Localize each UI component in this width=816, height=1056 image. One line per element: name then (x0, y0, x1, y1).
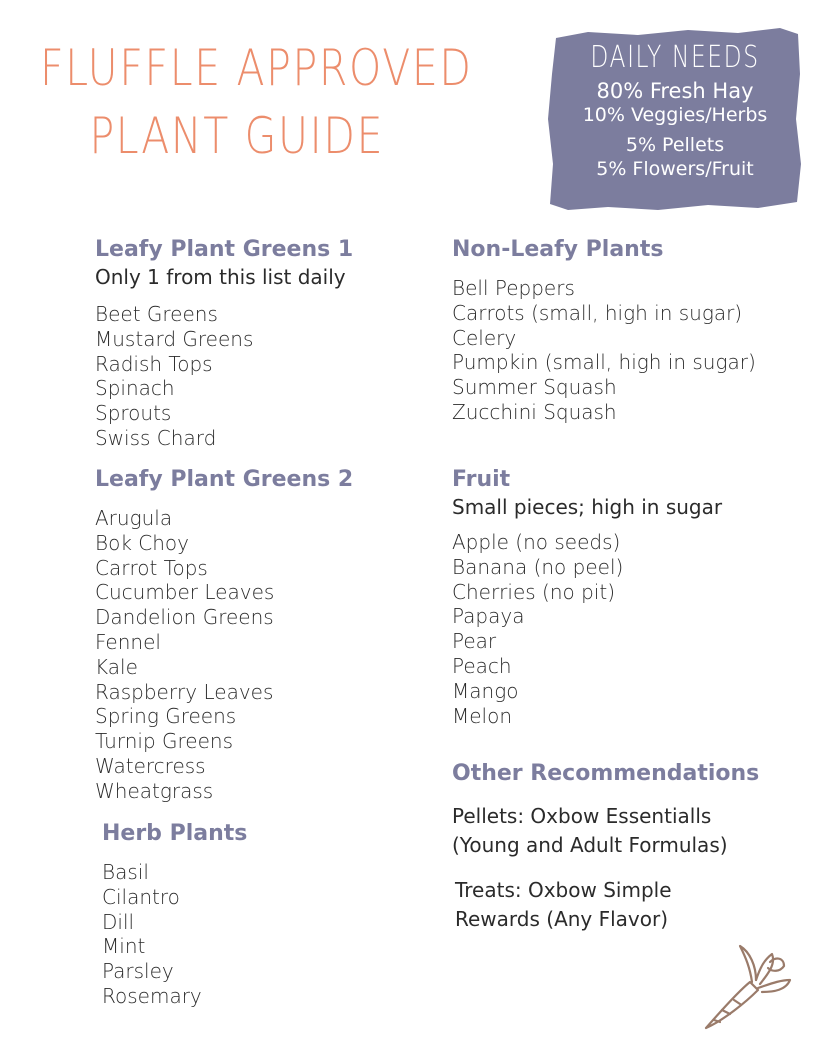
page-title-line-1: FLUFFLE APPROVED (40, 39, 473, 97)
list-item: Dill (102, 909, 135, 934)
list-item: Sprouts (95, 401, 172, 426)
list-item: Melon (452, 703, 513, 728)
carrot-icon (700, 938, 796, 1034)
list-item: Raspberry Leaves (95, 679, 274, 704)
list-item: Mustard Greens (95, 326, 254, 351)
daily-needs-hay: 80% Fresh Hay (596, 79, 754, 103)
list-item: Parsley (102, 959, 174, 984)
list-item: Cherries (no pit) (452, 579, 615, 604)
section-leafy-greens-2 (95, 466, 353, 804)
treats-line-2: Rewards (Any Flavor) (455, 907, 669, 931)
treats-line-1: Treats: Oxbow Simple (455, 878, 672, 902)
list-item: Carrot Tops (95, 555, 208, 580)
page-title-line-2: PLANT GUIDE (89, 107, 385, 165)
list-item: Turnip Greens (95, 729, 233, 754)
section-heading: Fruit (452, 467, 511, 492)
list-item: Basil (102, 860, 149, 884)
list-item: Summer Squash (452, 375, 617, 400)
list-item: Papaya (452, 604, 525, 629)
daily-needs-pellets: 5% Pellets (625, 134, 725, 156)
section-non-leafy-plants (452, 236, 756, 425)
list-item: Pear (452, 629, 497, 654)
list-item: Peach (452, 653, 512, 678)
item-list (452, 530, 722, 728)
item-list (452, 276, 756, 425)
section-fruit (452, 466, 722, 728)
section-other-recommendations (452, 760, 759, 934)
item-list (95, 302, 353, 451)
daily-needs-box (548, 24, 802, 214)
list-item: Bok Choy (95, 530, 189, 555)
list-item: Arugula (95, 506, 173, 530)
section-heading: Herb Plants (102, 821, 248, 846)
list-item: Bell Peppers (452, 276, 575, 300)
item-list (102, 860, 247, 1009)
list-item: Radish Tops (95, 351, 213, 376)
section-herb-plants (102, 820, 247, 1009)
list-item: Pumpkin (small, high in sugar) (452, 350, 756, 375)
list-item: Zucchini Squash (452, 399, 617, 424)
list-item: Kale (95, 654, 138, 679)
list-item: Spinach (95, 376, 175, 401)
list-item: Swiss Chard (95, 425, 217, 450)
list-item: Fennel (95, 629, 161, 654)
list-item: Mint (102, 934, 146, 959)
page-title (40, 34, 473, 170)
list-item: Mango (452, 678, 519, 703)
section-heading: Non-Leafy Plants (452, 237, 664, 262)
list-item: Watercress (95, 753, 206, 778)
daily-needs-flowers: 5% Flowers/Fruit (596, 158, 754, 180)
list-item: Beet Greens (95, 302, 218, 326)
list-item: Dandelion Greens (95, 605, 274, 630)
list-item: Wheatgrass (95, 778, 214, 803)
list-item: Banana (no peel) (452, 554, 624, 579)
list-item: Carrots (small, high in sugar) (452, 300, 743, 325)
list-item: Apple (no seeds) (452, 530, 621, 554)
item-list (95, 506, 353, 804)
pellets-line-1: Pellets: Oxbow Essentialls (452, 804, 712, 828)
list-item: Cilantro (102, 884, 180, 909)
daily-needs-veggies: 10% Veggies/Herbs (582, 104, 768, 126)
list-item: Rosemary (102, 983, 202, 1008)
section-heading: Leafy Plant Greens 1 (95, 237, 354, 262)
daily-needs-title: DAILY NEEDS (590, 40, 760, 75)
pellets-line-2: (Young and Adult Formulas) (452, 833, 728, 857)
section-note: Small pieces; high in sugar (452, 495, 723, 519)
list-item: Celery (452, 325, 517, 350)
section-leafy-greens-1 (95, 236, 353, 451)
section-heading: Leafy Plant Greens 2 (95, 467, 354, 492)
section-heading: Other Recommendations (452, 761, 760, 786)
section-note: Only 1 from this list daily (95, 265, 346, 289)
list-item: Cucumber Leaves (95, 580, 275, 605)
list-item: Spring Greens (95, 704, 237, 729)
